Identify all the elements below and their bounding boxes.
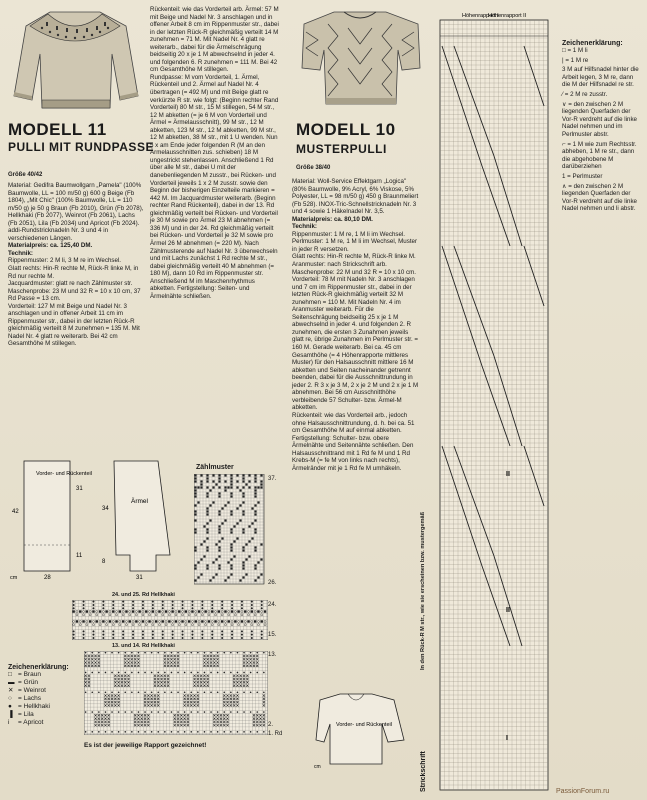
- legend-11-label: = Apricot: [18, 719, 44, 726]
- label-24: 24.: [268, 602, 277, 608]
- model-11-price: Materialpreis: ca. 125,40 DM.: [8, 242, 93, 250]
- legend-10-item: 1 = Perlmuster: [562, 172, 603, 180]
- dim-11: 11: [76, 553, 83, 559]
- model-11-text-column-left: [8, 182, 144, 348]
- model-11-text-column-mid: [150, 6, 280, 300]
- legend-11-label: = Hellkhaki: [18, 703, 50, 710]
- model-10-title: MODELL 10: [296, 120, 396, 139]
- model-11-vorderteil: Vorderteil: 127 M mit Beige und Nadel Nr. 3 anschlagen und in offener Arbeit 11 cm im Rippenmuster str., dabei in der letzten Rück-R gleichmäßig verteilt 8 M zunehmen = 135 M. Mit Nadel Nr. 4 glatt re weiterarb. Bei 42 cm Gesamthöhe M stillegen.: [8, 302, 140, 348]
- legend-11-label: = Grün: [18, 679, 39, 686]
- model-10-cm: cm: [314, 764, 321, 770]
- model-10-maschenprobe: Maschenprobe: 22 M und 32 R = 10 x 10 cm.: [292, 268, 416, 276]
- model-11-maschenprobe: Maschenprobe: 23 M und 32 R = 10 x 10 cm, 37 Rd Passe = 13 cm.: [8, 287, 141, 303]
- model-11-size: Größe 40/42: [8, 172, 43, 178]
- legend-10: [562, 40, 642, 215]
- dim-42: 42: [12, 509, 19, 515]
- model-10-material: Material: Woll-Service Effektgarn „Logica" (80% Baumwolle, 9% Acryl, 6% Viskose, 5% Polyester, LL = 98 m/50 g) 450 g Braunmeliert (Fb 528). INOX-Tric-Schnellstricknadeln Nr. 3 und 4 sowie 1 Häkelnadel Nr. 3,5.: [292, 178, 419, 216]
- top-label-2: Höhenrapport II: [488, 13, 527, 19]
- legend-10-title: Zeichenerklärung:: [562, 40, 623, 47]
- roman-1: I: [506, 735, 508, 742]
- legend-11-symbol: ✕: [8, 687, 14, 694]
- label-1rd: 1. Rd: [268, 731, 283, 737]
- model-11-glatt: Glatt rechts: Hin-R rechte M, Rück-R linke M, in Rd nur rechte M.: [8, 265, 139, 280]
- label-15: 15.: [268, 632, 277, 638]
- legend-11-symbol: ●: [8, 703, 12, 710]
- legend-11-symbol: ○: [8, 695, 12, 702]
- width-sleeve-bottom: 31: [136, 575, 143, 581]
- model-11-rippenmuster: Rippenmuster: 2 M li, 3 M re im Wechsel.: [8, 257, 122, 265]
- dim-34: 34: [102, 506, 109, 512]
- label-2: 2.: [268, 722, 274, 728]
- model-10-rippenmuster: Rippenmuster: 1 M re, 1 M li im Wechsel.: [292, 230, 406, 238]
- legend-11-symbol: ▐: [8, 711, 13, 718]
- sweater-10-illustration: [298, 4, 423, 116]
- legend-10-item: ∨ = den zwischen 2 M liegenden Querfaden der Vor-R verdreht auf die linke Nadel nehmen und im Perlmuster abstr.: [562, 100, 637, 138]
- sleeve-label: Ärmel: [131, 498, 148, 505]
- legend-11: [8, 664, 88, 727]
- strickschrift-side-label: In den Rück-R M str., wie sie erscheinen bzw. mustergemäß: [420, 511, 426, 670]
- model-10-schematic: [312, 690, 412, 770]
- legend-11-title: Zeichenerklärung:: [8, 664, 69, 671]
- legend-11-label: = Braun: [18, 671, 41, 678]
- chart-top-block: [194, 474, 272, 586]
- dim-8: 8: [102, 559, 106, 565]
- strickschrift-bottom-label: Strickschrift: [420, 751, 427, 792]
- model-10-vorderteil: Vorderteil: 78 M mit Nadeln Nr. 3 anschlagen und 7 cm im Rippenmuster str., dabei in der letzten Rück-R gleichmäßig verteilt 32 M zunehmen = 110 M. Mit Nadeln Nr. 4 im Aranmuster weiterarb. Für die Seitenschrägung beidseitig 25 x je 1 M abwechselnd in jeder 4. und folgenden 2. R zunehmen, die ersten 3 Zunahmen jeweils glatt re, übrige Zunahmen im Perlmuster str. = 160 M. Gerade weiterarb. Bei ca. 45 cm Gesamthöhe (= 4 Höhenrapporte mittleres Muster) für den Halsausschnitt mittlere 16 M abketten und Seiten nacheinander getrennt beenden, dabei für die Ausschnittrundung in jeder 2. R 3 x je 3 M, 2 x je 2 M und 2 x je 1 M abnehmen. Bei 56 cm Ausschnitthöhe verbleibende 57 Schulter- bzw. Ärmel-M abketten.: [292, 276, 419, 412]
- legend-11-label: = Weinrot: [18, 687, 46, 694]
- label-37: 37.: [268, 476, 277, 482]
- model-11-rueckenteil-aermel: Rückenteil: wie das Vorderteil arb. Ärmel: 57 M mit Beige und Nadel Nr. 3 anschlagen und in offener Arbeit 8 cm im Rippenmuster str., dabei in der letzten Rück-R gleichmäßig verteilt 14 M zunehmen = 71 M. Mit Nadel Nr. 4 glatt re weiterarb., dabei für die Ärmelschrägung beidseitig 20 x je 1 M abwechselnd in jeder 4. und folgenden 6. R zunehmen = 111 M. Bei 42 cm Gesamthöhe M stillegen.: [150, 6, 279, 74]
- legend-11-label: = Lila: [18, 711, 34, 718]
- legend-11-item: [8, 719, 88, 727]
- legend-10-item: ⌐ = 1 M wie zum Rechtsstr. abheben, 1 M re str., dann die abgehobene M darüberziehen: [562, 140, 637, 171]
- dim-31: 31: [76, 486, 83, 492]
- model-10-subtitle: MUSTERPULLI: [296, 142, 387, 156]
- model-10-aranmuster: Aranmuster: nach Strickschrift arb.: [292, 261, 387, 269]
- model-11-subtitle: PULLI MIT RUNDPASSE: [8, 140, 154, 154]
- label-26: 26.: [268, 580, 277, 586]
- legend-11-item: [8, 687, 88, 695]
- model-10-schematic-label: Vorder- und Rückenteil: [336, 722, 392, 728]
- top-label-1: Höhenrapport I: [462, 13, 499, 19]
- width-front: 28: [44, 575, 51, 581]
- model-10-text-column: [292, 178, 420, 472]
- legend-10-item: 3 M auf Hilfsnadel hinter die Arbeit legen, 3 M re, dann die M der Hilfsnadel re str.: [562, 66, 639, 89]
- roman-2a: II: [506, 471, 510, 478]
- legend-11-item: [8, 695, 88, 703]
- legend-10-item: ⁄ = 2 M re zusstr.: [562, 90, 608, 98]
- watermark: PassionForum.ru: [556, 788, 610, 795]
- legend-11-symbol: □: [8, 671, 12, 678]
- legend-11-item: [8, 679, 88, 687]
- model-10-glatt: Glatt rechts: Hin-R rechte M, Rück-R linke M.: [292, 253, 416, 261]
- chart-title: Zählmuster: [196, 464, 234, 471]
- model-10-size: Größe 38/40: [296, 165, 331, 171]
- front-back-label: Vorder- und Rückenteil: [36, 471, 92, 477]
- legend-10-item: | = 1 M re: [562, 56, 589, 64]
- model-11-title: MODELL 11: [8, 120, 107, 139]
- legend-11-item: [8, 703, 88, 711]
- legend-11-symbol: i: [8, 719, 10, 726]
- model-11-rundpasse: Rundpasse: M vom Vorderteil, 1. Ärmel, Rückenteil und 2. Ärmel auf Nadel Nr. 4 übertragen (= 492 M) und mit Beige glatt re verkürzte R str. wie folgt: (Beginn rechter Rand Vorderteil) 80 M str., 15 M stillegen, 54 M str., 12 M abketten (= je 6 M von Vorderteil und Ärmel = Ärmelausschnitt), 99 M str., 12 M abketten, 123 M str., 12 M abketten, 99 M str., 12 M abketten, 38 M str., mit 1 U wenden. Nun 5 x am Ende jeder folgenden R (M an den Ärmelausschnitten zus. schieben) 18 M ungestrickt stehenlassen. Anschließend 1 Rd über alle M str., dabei U mit der danebenliegenden M zusstr., bei Rücken- und Vorderteil jeweils 1 x 2 M zusstr. sowie den Beginn der bisherigen Einzelteile markieren = 442 M. Im Jacquardmuster weiterarb. (Beginn rechter Rand Rückenteil), dabei in der 13. Rd gleichmäßig verteilt bei Rücken- und Vorderteil je 30 M sowie pro Ärmel 23 M abnehmen (= 336 M) und in der 24. Rd gleichmäßig verteilt bei Rücken- und Vorderteil je 32 M sowie pro Ärmel 26 M abnehmen (= 220 M). Nach Zählmusterende auf Nadel Nr. 3 überwechseln und mit Lachs zunächst 1 Rd rechte M str., dabei gleichmäßig verteilt 40 M abnehmen (= 180 M), dann 10 Rd im Rippenmuster str. Anschließend M im Maschenrhythmus abketten. Fertigstellung: Seiten- und Ärmelnähte schließen.: [150, 73, 279, 300]
- model-10-price: Materialpreis: ca. 80,10 DM.: [292, 215, 373, 223]
- chart-mid-block: [72, 600, 268, 640]
- model-10-fertigstellung: Fertigstellung: Schulter- bzw. obere Ärmelnähte und Seitennähte schließen. Den Halsausschnittrand mit 1 Rd fe M und 1 Rd Krebs-M (= fe M von links nach rechts), Ärmelränder mit je 1 Rd fe M umhäkeln.: [292, 434, 414, 472]
- model-11-material: Material: Gedifra Baumwollgarn „Pamela" (100% Baumwolle, LL = 100 m/50 g) 600 g Beige (Fb 1804), „Mit Chic" (100% Baumwolle, LL = 110 m/50 g) je 50 g Braun (Fb 2010), Grün (Fb 2078), Hellkhaki (Fb 2077), Weinrot (Fb 2061), Lachs (Fb 2051), Lila (Fb 2034) und Apricot (Fb 2024). addi-Rundstricknadeln Nr. 3 und 4 in verschiedenen Längen.: [8, 182, 144, 242]
- model-11-technik: Technik:: [8, 249, 33, 257]
- model-10-rueckenteil: Rückenteil: wie das Vorderteil arb., jedoch ohne Halsausschnittrundung, d. h. bei ca. 51 cm Gesamthöhe M auf einmal abketten.: [292, 411, 415, 435]
- model-11-schematic: [6, 455, 176, 585]
- model-11-jacquard: Jacquardmuster: glatt re nach Zählmuster str.: [8, 280, 133, 288]
- chart-bottom-block: [84, 651, 268, 735]
- model-10-technik: Technik:: [292, 223, 317, 231]
- legend-11-item: [8, 671, 88, 679]
- rows-label-top: 24. und 25. Rd Hellkhaki: [112, 592, 175, 598]
- roman-2b: II: [506, 607, 510, 614]
- legend-10-item: □ = 1 M li: [562, 47, 588, 54]
- legend-10-item: ∧ = den zwischen 2 M liegenden Querfaden der Vor-R verdreht auf die linke Nadel nehmen und li abstr.: [562, 182, 637, 213]
- sweater-11-illustration: [8, 4, 143, 116]
- legend-11-symbol: ▬: [8, 679, 15, 686]
- legend-11-label: = Lachs: [18, 695, 41, 702]
- rapport-note: Es ist der jeweilige Rapport gezeichnet!: [84, 742, 207, 749]
- rows-label-mid: 13. und 14. Rd Hellkhaki: [112, 643, 175, 649]
- label-13: 13.: [268, 652, 277, 658]
- cm-label: cm: [10, 575, 18, 581]
- model-10-perlmuster: Perlmuster: 1 M re, 1 M li im Wechsel, Muster in jeder R versetzen.: [292, 238, 418, 253]
- strickschrift-chart: [424, 6, 556, 792]
- legend-11-item: [8, 711, 88, 719]
